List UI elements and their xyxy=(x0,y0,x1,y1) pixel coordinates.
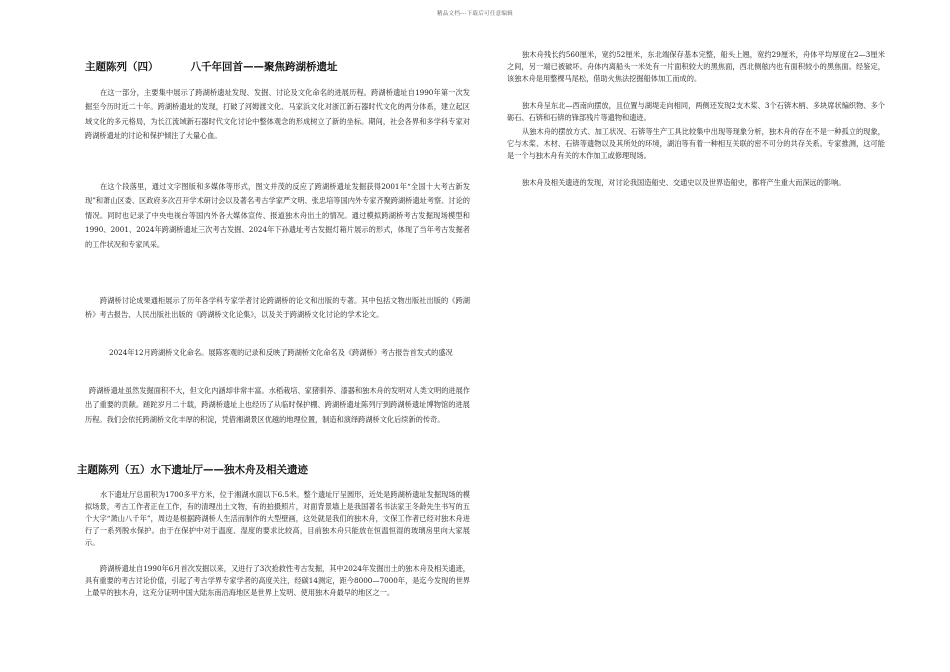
right-paragraph-1: 独木舟残长约560厘米，宽约52厘米，东北端保存基本完整，船头上翘，宽约29厘米，舟体平均厚度在2—3厘米之间，另一端已被破坏。舟体内离船头一米处有一片面积较大的黑焦面，西北侧舷内也有面积较小的黑焦面。经鉴定，该独木舟是用整棵马尾松，借助火焦法挖掘船体加工而成的。 xyxy=(507,50,885,84)
section4-heading-title: 八千年回首——聚焦跨湖桥遗址 xyxy=(190,61,338,73)
section4-paragraph-3: 跨湖桥讨论成果通柜展示了历年各学科专家学者讨论跨湖桥的论文和出版的专著。其中包括文物出版社出版的《跨湖桥》考古报告、人民出版社出版的《跨湖桥文化论集》，以及关于跨湖桥文化讨论的学术论文。 xyxy=(85,296,470,320)
header-note: 精品文档---下载后可任意编辑 xyxy=(436,11,514,17)
right-paragraph-3: 从独木舟的摆放方式、加工状况、石锛等生产工具比较集中出现等现象分析，独木舟的存在不是一种孤立的现象，它与木桨、木材、石锛等遗物以及其所处的环境，湖泊等有着一种相互关联的密不可分的共存关系。专家推测，这可能是一个与独木舟有关的木作加工或修理现场。 xyxy=(507,127,885,161)
section5-heading: 主题陈列（五）水下遗址厅——独木舟及相关遗迹 xyxy=(77,464,308,476)
section4-paragraph-1: 在这一部分，主要集中展示了跨湖桥遗址发现、发掘、讨论及文化命名的进展历程。跨湖桥遗址自1990年第一次发掘至今历时近二十年。跨湖桥遗址的发现，打破了河姆渡文化、马家浜文化对浙江新石器时代文化的两分体系，建立起区域文化的多元格局，为长江流域新石器时代文化讨论中整体观念的形成树立了新的坐标。期间，社会各界和多学科专家对跨湖桥遗址的讨论和保护倾注了大量心血。 xyxy=(85,88,470,141)
section4-heading xyxy=(85,59,338,74)
section4-heading-prefix: 主题陈列（四） xyxy=(85,61,159,73)
section4-paragraph-2: 在这个段落里，通过文字图版和多媒体等形式，图文并茂的反应了跨湖桥遗址发掘获得2001年“全国十大考古新发现”和萧山区委、区政府多次召开学术研讨会以及著名考古学家严文明、张忠培等国内外专家齐聚跨湖桥遗址考察、讨论的情况。同时也记录了中央电视台等国内外各大媒体宣传、报道独木舟出土的情况。通过模拟跨湖桥考古发掘现场模型和1990、2001、2024年跨湖桥遗址三次考古发掘、2024年下孙遗址考古发掘灯箱片展示的形式，体现了当年考古发掘者的工作状况和专家风采。 xyxy=(85,182,470,249)
section4-paragraph-4: 2024年12月跨湖桥文化命名。展陈客观的记录和反映了跨湖桥文化命名及《跨湖桥》考古报告首发式的盛况 xyxy=(109,348,453,357)
right-paragraph-4: 独木舟及相关遗迹的发现，对讨论我国造船史、交通史以及世界造船史，都将产生重大而深远的影响。 xyxy=(522,178,846,187)
section5-paragraph-1: 水下遗址厅总面积为1700多平方米，位于湘湖水面以下6.5米。整个遗址厅呈圆形，近处是跨湖桥遗址发掘现场的模拟场景，考古工作者正在工作，有的清理出土文物，有的拍摄照片，对面背景墙上是我国著名书法家王冬龄先生书写的五个大字“萧山八千年”，周边是根据跨湖桥人生活而制作的大型壁画，这处就是我们的独木舟，文保工作者已经对独木舟进行了一系列脱水保护。由于在保护中对于温度、湿度的要求比较高，目前独木舟只能放在恒温恒湿的玻璃房里向大家展示。 xyxy=(85,490,470,548)
section4-paragraph-5: 跨湖桥遗址虽然发掘面积不大，但文化内涵却非常丰富。水稻栽培、家猪驯养、漆器和独木舟的发明对人类文明的进展作出了重要的贡献。蹉跎岁月二十载，跨湖桥遗址上也经历了从临时保护棚、跨湖桥遗址陈列厅到跨湖桥遗址博物馆的进展历程。我们会依托跨湖桥文化丰厚的积淀，凭借湘湖景区优越的地理位置，制造和演绎跨湖桥文化后续新的传奇。 xyxy=(85,386,470,424)
right-paragraph-2: 独木舟呈东北—西南向摆放，且位置与湖堤走向相同，两侧还发现2支木桨、3个石锛木柄、多块席状编织物、多个砺石、石锛和石锛的锋部残片等遗物和遗迹。 xyxy=(507,101,885,123)
section5-paragraph-2: 跨湖桥遗址自1990年6月首次发掘以来，又进行了3次抢救性考古发掘，其中2024年发掘出土的独木舟及相关遗迹，具有重要的考古讨论价值，引起了考古学界专家学者的高度关注，经碳14测定，距今8000—7000年，是迄今发现的世界上最早的独木舟，这充分证明中国大陆东南沿海地区是世界上发明、使用独木舟最早的地区之一。 xyxy=(85,564,470,598)
